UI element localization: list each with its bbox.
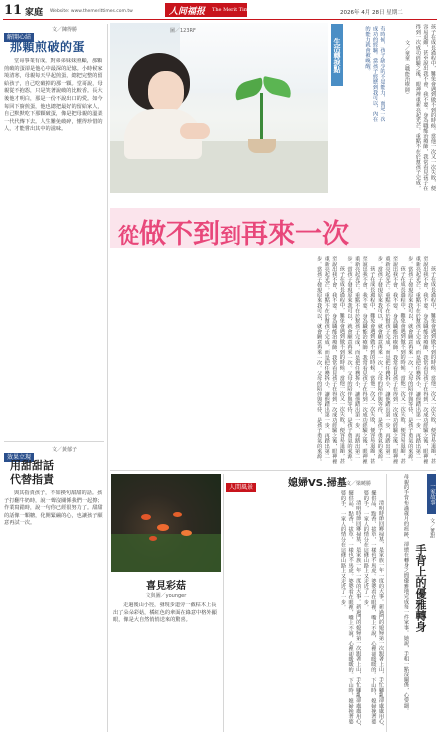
website[interactable]: Website: www.themerittimes.com.tw bbox=[50, 9, 133, 14]
title-phrase-cannot: 做不到 bbox=[139, 219, 220, 250]
feature-author bbox=[392, 40, 410, 150]
article-title-text: 手背上的優雅轉身 bbox=[414, 544, 427, 632]
feature-body-paragraph: 孩子在成長過程中，難免會遇到做不到的時候。當他一次又一次失敗，便容易退縮，甚至說出我不會、我不要。身為職能治療師，我常看見孩子在得到一次成功經驗之後，眼神裡重新亮起光芒。重點不在於幫孩子完成，而是把任務拆小，讓他踏出第一步、再踏出第二步。當孩子發現原來我可以，就會願意再來一次。父母的陪伴與等待，是孩子勇氣的來源。 bbox=[346, 256, 376, 464]
column-separator bbox=[107, 24, 108, 732]
feature-label-text: 生活轉捩點 bbox=[333, 37, 341, 73]
article-title bbox=[411, 544, 427, 654]
feature-photo bbox=[110, 23, 328, 193]
column-separator bbox=[386, 474, 387, 732]
section-tag bbox=[427, 474, 436, 514]
right-bottom-article bbox=[226, 474, 384, 732]
left-top-article bbox=[4, 24, 104, 441]
article-author: 文／梁曉勝 bbox=[346, 481, 372, 487]
child-face bbox=[148, 71, 184, 113]
moss bbox=[111, 534, 221, 572]
page-number: 11 bbox=[4, 3, 23, 18]
article-title-line1: 用甜甜話 bbox=[10, 459, 54, 472]
feature-body-paragraph: 孩子在成長過程中，難免會遇到做不到的時候。當他一次又一次失敗，便容易退縮，甚至說出我不會、我不要。身為職能治療師，我常看見孩子在得到一次成功經驗之後，眼神裡重新亮起光芒。重點不在於幫孩子完成，而是把任務拆小，讓他踏出第一步、再踏出第二步。當孩子發現原來我可以，就會願意再來一次。父母的陪伴與等待，是孩子勇氣的來源。 bbox=[407, 256, 436, 464]
feature-author-text: 文／童童（職能治療師） bbox=[404, 40, 410, 98]
feature-label bbox=[331, 24, 343, 86]
section-name: 家庭 bbox=[25, 8, 44, 18]
photo-credit: 文與圖／younger bbox=[145, 593, 187, 599]
feature-body-top bbox=[414, 24, 436, 194]
plant-pot bbox=[248, 139, 276, 153]
masthead-en: The Merit Times bbox=[212, 7, 254, 13]
feature-title bbox=[118, 212, 349, 250]
header-rule bbox=[3, 19, 437, 20]
feature-body-paragraph: 孩子在成長過程中，難免會遇到做不到的時候。當他一次又一次失敗，便容易退縮，甚至說出我不會、我不要。身為職能治療師，我常看見孩子在得到一次成功經驗之後，眼神裡重新亮起光芒。重點不在於幫孩子完成，而是把任務拆小，讓他踏出第一步、再踏出第二步。當孩子發現原來我可以，就會願意再來一次。父母的陪伴與等待，是孩子勇氣的來源。 bbox=[376, 256, 406, 464]
article-paragraph: 堂哥事業有成，對弟弟妹妹照顧，那顆煎破的蛋卻是他心中最深的記憶。小時候家境清寒，母親每天早起煎蛋，總把完整的留給孩子，自己吃破掉的那一顆。堂哥說，母親從不抱怨，只是笑著說破的比較香。長大後他才明白，那是一份不說出口的愛。如今每回下廚煎蛋，他也總把最好的留給家人，自己默默吃下那顆破蛋，像是把母親的溫柔一代代傳下去。人生難免破碎，懂得珍惜的人，才能嘗出其中的滋味。 bbox=[4, 58, 103, 133]
left-bottom-article bbox=[4, 444, 104, 732]
article-title: 媳婦VS.掃墓 bbox=[288, 478, 347, 489]
mushroom-cap bbox=[181, 530, 192, 536]
section-tag-label: 一家故事 bbox=[429, 483, 435, 505]
mushroom-body bbox=[113, 602, 219, 728]
child-hand bbox=[180, 123, 210, 139]
article-author: 文／黃郁子 bbox=[52, 447, 78, 453]
article-body bbox=[389, 474, 409, 732]
article-body bbox=[4, 58, 104, 438]
article-author: 文／陳得勝 bbox=[52, 27, 78, 33]
title-char-from: 從 bbox=[118, 224, 139, 248]
plant-stem bbox=[260, 93, 263, 143]
mushroom-photo bbox=[111, 474, 221, 572]
article-author bbox=[428, 518, 436, 548]
photo-title: 喜見彩菇 bbox=[146, 581, 186, 592]
article-paragraph: 清明時節回鄉掃墓，是家族一年一度的大事。新過門的媳婦第一次跟著上山，手忙腳亂卻處處用心，擺供品、點香、拔草，一樣也不馬虎。婆婆看在眼裡，嘴上不說，心裡卻暖暖的。下山時，媳婦挽著婆婆的手，一家人的情分在這條山路上又走近了一步。 bbox=[340, 490, 362, 729]
column-separator bbox=[223, 474, 224, 732]
mushroom-feature bbox=[111, 474, 221, 732]
issue-date: 2026年 4月 28日 星期二 bbox=[340, 10, 403, 16]
feature-body-paragraph: 孩子在成長過程中，難免會遇到做不到的時候。當他一次又一次失敗，便容易退縮，甚至說出我不會、我不要。身為職能治療師，我常看見孩子在得到一次成功經驗之後，眼神裡重新亮起光芒。重點不在於幫孩子完成，而是把任務拆小，讓他踏出第一步、再踏出第二步。當孩子發現原來我可以，就會願意再來一次。父母的陪伴與等待，是孩子勇氣的來源。 bbox=[316, 256, 345, 464]
article-title-line2: 代替指責 bbox=[10, 473, 54, 486]
mushroom-cap bbox=[149, 536, 157, 541]
mushroom-paragraph: 走過後山小徑，發現步道旁一截枯木上長出了朵朵彩菇，橘紅色的傘面在綠意中格外顯眼，像是大自然悄悄送來的驚喜。 bbox=[113, 602, 217, 624]
feature-body-text: 孩子在成長過程中，難免會遇到做不到的時候。當他一次又一次失敗，便容易退縮，甚至說出我不會、我不要。身為職能治療師，我常看見孩子在得到一次成功經驗之後，眼神裡重新亮起光芒。重點不在於幫孩子完成， bbox=[414, 24, 436, 191]
section-tag-label: 人間風景 bbox=[226, 483, 256, 492]
article-body bbox=[226, 490, 384, 730]
divider bbox=[4, 441, 104, 442]
feature-subtitle bbox=[345, 26, 385, 126]
article-paragraph: 與其指責孩子，不如換句甜甜的話。孩子打翻牛奶時，說一聲沒關係我們一起擦；作業寫錯時，說一句你已經很努力了。甜甜的話像一顆糖，化開緊繃的心，也讓孩子願意再試一次。 bbox=[4, 490, 103, 527]
feature-subtitle-text: 有時候，孩子缺少的不是能力，而是一次成功的經驗。當孩子經歷到我可以，內在的能力就會被喚醒。 bbox=[364, 26, 385, 122]
mushroom-cap bbox=[157, 524, 169, 531]
section-tag-label: 解開心結 bbox=[4, 33, 34, 42]
article-author-text: 文／董甜 bbox=[429, 518, 435, 538]
divider bbox=[110, 470, 436, 471]
mushroom-cap bbox=[141, 514, 151, 520]
photo-caption: 圖／123RF bbox=[170, 28, 196, 34]
feature-body bbox=[110, 256, 436, 466]
mushroom-cap bbox=[173, 512, 182, 517]
article-title: 那顆煎破的蛋 bbox=[10, 40, 86, 54]
article-paragraph: 母親的手背布滿歲月的痕跡，卻總在轉身之間優雅地完成每一件家事。她說，手粗一點沒關係，心要細。 bbox=[403, 474, 409, 714]
title-phrase-again: 再來一次 bbox=[241, 219, 349, 250]
page-header bbox=[0, 0, 440, 22]
section-tag-label: 效果立現 bbox=[4, 453, 34, 462]
article-body bbox=[4, 490, 104, 730]
far-right-article bbox=[389, 474, 437, 732]
masthead-cn: 人间福报 bbox=[169, 7, 206, 17]
title-char-to: 到 bbox=[220, 224, 241, 248]
article-paragraph: 清明時節回鄉掃墓，是家族一年一度的大事。新過門的媳婦第一次跟著上山，手忙腳亂卻處處用心，擺供品、點香、拔草，一樣也不馬虎。婆婆看在眼裡，嘴上不說，心裡卻暖暖的。下山時，媳婦挽著婆婆的手，一家人的情分在這條山路上又走近了一步。 bbox=[362, 490, 384, 729]
